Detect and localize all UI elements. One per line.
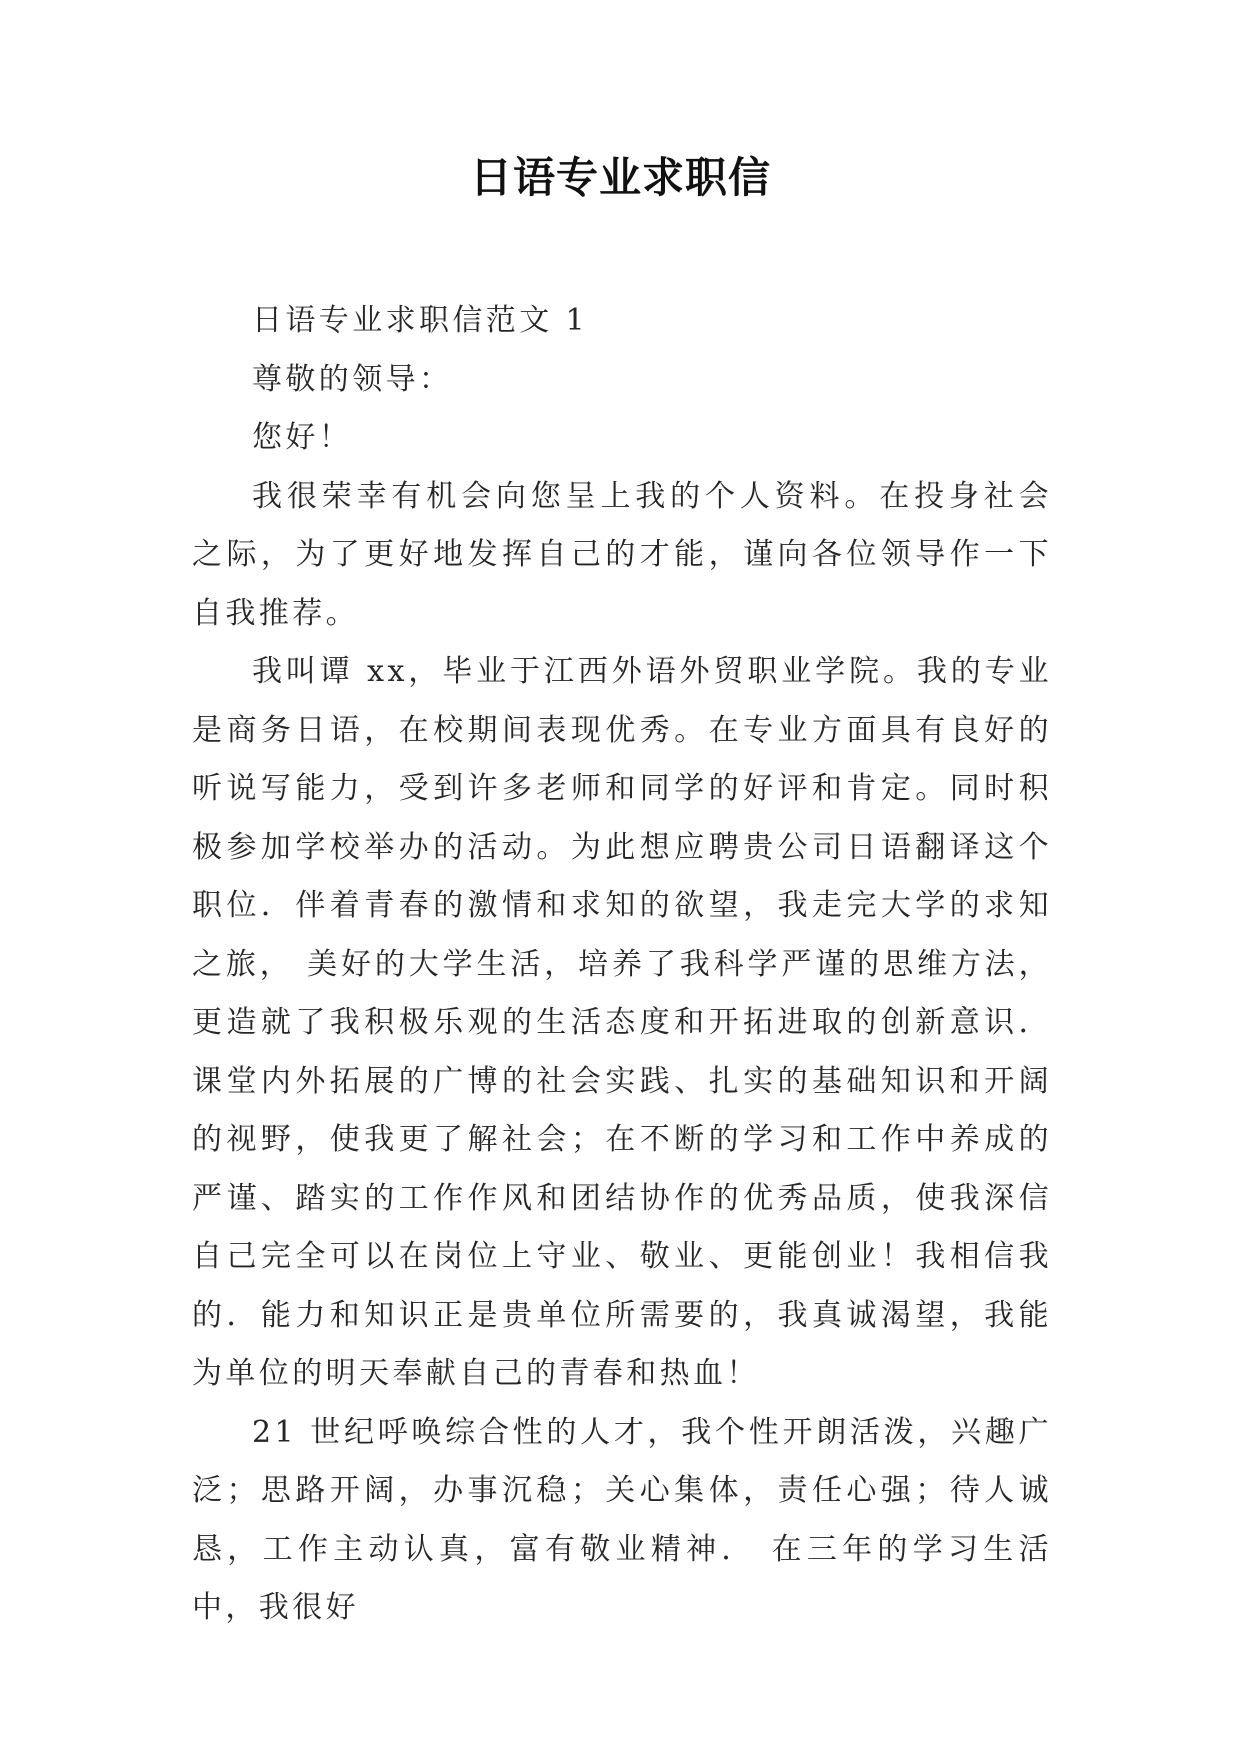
paragraph-introduction: 我很荣幸有机会向您呈上我的个人资料。在投身社会之际，为了更好地发挥自己的才能，谨向各位领导作一下自我推荐。	[192, 478, 1052, 631]
greeting: 您好！	[252, 420, 353, 455]
letter-heading: 日语专业求职信范文 1	[252, 303, 589, 338]
document-body	[192, 292, 1052, 1638]
paragraph-personality: 21 世纪呼唤综合性的人才，我个性开朗活泼，兴趣广泛；思路开阔，办事沉稳；关心集体，责任心强；待人诚恳，工作主动认真，富有敬业精神． 在三年的学习生活中，我很好	[192, 1414, 1052, 1625]
document-title: 日语专业求职信	[469, 153, 771, 202]
salutation: 尊敬的领导：	[252, 361, 453, 397]
paragraph-self-description: 我叫谭 xx，毕业于江西外语外贸职业学院。我的专业是商务日语，在校期间表现优秀。在专业方面具有良好的听说写能力，受到许多老师和同学的好评和肯定。同时积极参加学校举办的活动。为此想应聘贵公司日语翻译这个职位．伴着青春的激情和求知的欲望，我走完大学的求知之旅， 美好的大学生活，培养了我科学严谨的思维方法，更造就了我积极乐观的生活态度和开拓进取的创新意识．课堂内外拓展的广博的社会实践、扎实的基础知识和开阔的视野，使我更了解社会；在不断的学习和工作中养成的严谨、踏实的工作作风和团结协作的优秀品质，使我深信自己完全可以在岗位上守业、敬业、更能创业！我相信我的．能力和知识正是贵单位所需要的，我真诚渴望，我能为单位的明天奉献自己的青春和热血！	[192, 654, 1052, 1391]
